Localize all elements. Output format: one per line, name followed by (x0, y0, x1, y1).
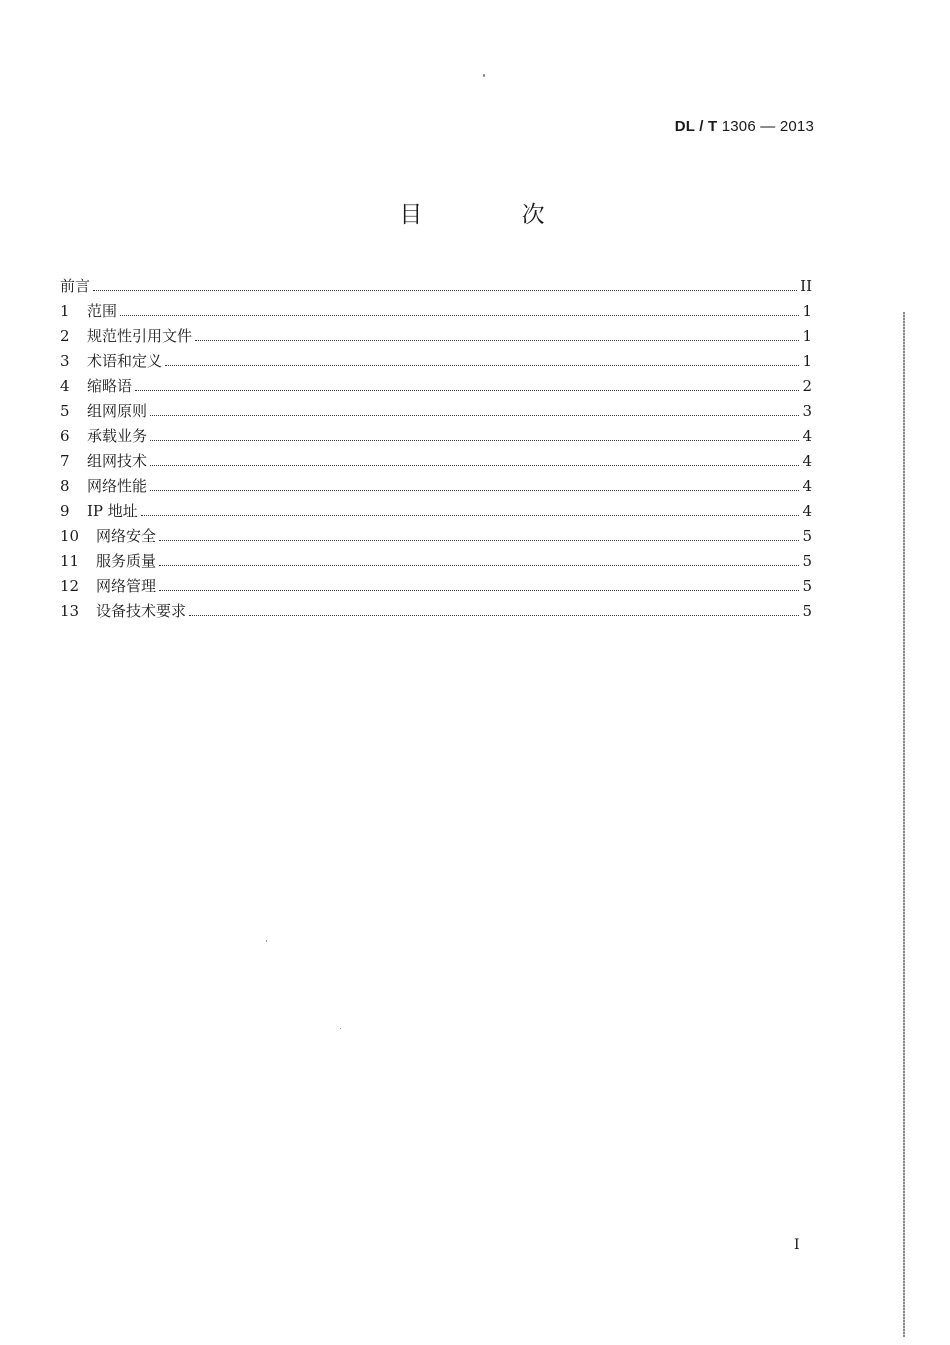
toc-entry-page: 4 (802, 477, 812, 495)
toc-entry-label: 承载业务 (87, 427, 148, 445)
toc-entry-label: 范围 (87, 302, 118, 320)
toc-entry-network-security[interactable] (60, 526, 812, 551)
toc-entry-page: 4 (802, 452, 812, 470)
toc-entry-label: 规范性引用文件 (87, 327, 193, 345)
toc-dot-leader (150, 490, 799, 491)
toc-entry-networking-principles[interactable] (60, 401, 812, 426)
toc-entry-page: 5 (802, 527, 812, 545)
toc-entry-number: 10 (60, 527, 80, 545)
scan-speck (340, 1028, 341, 1029)
toc-entry-number: 2 (60, 327, 70, 345)
scan-speck (266, 940, 267, 942)
toc-entry-label: 前言 (60, 277, 91, 295)
toc-dot-leader (165, 365, 799, 366)
toc-entry-page: 4 (802, 427, 812, 445)
toc-dot-leader (150, 440, 799, 441)
document-code-prefix: DL / T (674, 118, 718, 135)
document-code-number: 1306 — 2013 (721, 118, 814, 135)
toc-entry-page: 3 (802, 402, 812, 420)
page-number: I (794, 1237, 800, 1253)
toc-entry-label: 网络安全 (96, 527, 157, 545)
toc-entry-label: 缩略语 (87, 377, 133, 395)
toc-dot-leader (195, 340, 799, 341)
toc-entry-network-management[interactable] (60, 576, 812, 601)
toc-entry-page: 1 (802, 352, 812, 370)
toc-dot-leader (150, 465, 799, 466)
toc-entry-number: 6 (60, 427, 70, 445)
toc-entry-preface[interactable] (60, 276, 812, 301)
toc-entry-number: 12 (60, 577, 80, 595)
toc-entry-label: 组网技术 (87, 452, 148, 470)
toc-entry-label: 设备技术要求 (96, 602, 187, 620)
toc-entry-quality-of-service[interactable] (60, 551, 812, 576)
toc-entry-ip-address[interactable] (60, 501, 812, 526)
toc-entry-page: 5 (802, 577, 812, 595)
toc-entry-label: IP 地址 (87, 502, 138, 520)
toc-dot-leader (159, 540, 799, 541)
toc-entry-network-performance[interactable] (60, 476, 812, 501)
toc-dot-leader (189, 615, 799, 616)
toc-entry-page: II (800, 277, 812, 295)
toc-entry-label: 服务质量 (96, 552, 157, 570)
toc-entry-scope[interactable] (60, 301, 812, 326)
table-of-contents (60, 276, 812, 626)
toc-dot-leader (159, 590, 799, 591)
toc-entry-page: 1 (802, 302, 812, 320)
scan-speck (483, 74, 485, 77)
toc-entry-abbreviations[interactable] (60, 376, 812, 401)
toc-entry-equipment-requirements[interactable] (60, 601, 812, 626)
toc-dot-leader (135, 390, 799, 391)
toc-entry-networking-technology[interactable] (60, 451, 812, 476)
toc-entry-number: 7 (60, 452, 70, 470)
toc-entry-label: 组网原则 (87, 402, 148, 420)
toc-entry-page: 5 (802, 602, 812, 620)
toc-dot-leader (93, 290, 797, 291)
scan-edge-line (903, 312, 905, 1337)
toc-entry-number: 8 (60, 477, 70, 495)
toc-entry-label: 网络管理 (96, 577, 157, 595)
toc-entry-number: 11 (60, 552, 80, 570)
toc-dot-leader (141, 515, 800, 516)
toc-entry-page: 1 (802, 327, 812, 345)
toc-entry-page: 4 (802, 502, 812, 520)
toc-dot-leader (120, 315, 799, 316)
toc-entry-label: 术语和定义 (87, 352, 163, 370)
toc-entry-number: 5 (60, 402, 70, 420)
toc-entry-terms-definitions[interactable] (60, 351, 812, 376)
toc-dot-leader (159, 565, 799, 566)
toc-entry-number: 4 (60, 377, 70, 395)
toc-entry-page: 5 (802, 552, 812, 570)
toc-entry-number: 9 (60, 502, 70, 520)
toc-entry-label: 网络性能 (87, 477, 148, 495)
toc-dot-leader (150, 415, 799, 416)
toc-entry-number: 3 (60, 352, 70, 370)
toc-entry-page: 2 (802, 377, 812, 395)
toc-entry-number: 13 (60, 602, 80, 620)
toc-entry-number: 1 (60, 302, 70, 320)
toc-entry-carried-services[interactable] (60, 426, 812, 451)
document-code (675, 118, 814, 135)
toc-entry-normative-references[interactable] (60, 326, 812, 351)
toc-title: 目 次 (399, 202, 591, 228)
